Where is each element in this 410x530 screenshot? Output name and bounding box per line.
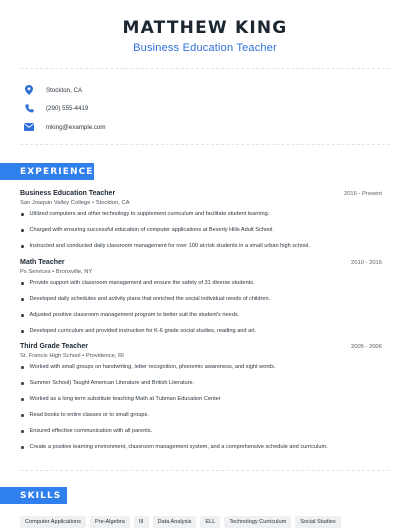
job-bullet: Charged with ensuring successful education of computer applications at Beverly Hills Adult School. <box>20 227 382 234</box>
job-title: Third Grade Teacher <box>20 343 88 350</box>
contact-location <box>22 81 322 99</box>
contact-divider <box>20 144 390 145</box>
job-org-line: San Joaquin Valley College • Stockton, CA <box>20 200 130 206</box>
job-bullets <box>20 280 382 335</box>
job-location: Bronxville, NY <box>55 269 93 275</box>
contact-email-text: mking@example.com <box>46 123 106 131</box>
candidate-title: Business Education Teacher <box>133 42 277 54</box>
skill-chip: III <box>134 516 149 528</box>
job-location: Providence, RI <box>85 353 124 359</box>
job-bullet: Provide support with classroom management and ensure the safety of 31 diverse students. <box>20 280 382 287</box>
header-divider <box>20 68 390 69</box>
skill-chip: Social Studies <box>295 516 340 528</box>
job-org: San Joaquin Valley College <box>20 200 91 206</box>
job-bullet: Developed curriculum and provided instruction for K-6 grade social studies, reading and art. <box>20 328 382 335</box>
job-bullet: Instructed and conducted daily classroom management for over 100 at-risk students in a small urban high school. <box>20 243 382 250</box>
job-entry <box>20 259 382 335</box>
job-bullets <box>20 364 382 451</box>
skill-chip: Data Analysis <box>153 516 197 528</box>
job-location: Stockton, CA <box>95 200 130 206</box>
job-org: St. Francis High School <box>20 353 81 359</box>
skills-list <box>20 516 341 528</box>
skill-chip: Computer Applications <box>20 516 86 528</box>
job-title: Business Education Teacher <box>20 190 116 197</box>
job-org-line: St. Francis High School • Providence, RI <box>20 353 124 359</box>
resume-header <box>0 18 410 54</box>
job-org-line: Ps Services • Bronxville, NY <box>20 269 93 275</box>
job-dates: 2010 - 2016 <box>351 260 382 266</box>
experience-heading: EXPERIENCE <box>0 163 94 180</box>
job-bullet: Utilized computers and other technology to supplement curriculum and facilitate student learning. <box>20 211 382 218</box>
contact-email <box>22 118 322 136</box>
skill-chip: Pre-Algebra <box>90 516 130 528</box>
skill-chip: Technology Curriculum <box>224 516 291 528</box>
experience-divider <box>20 470 390 471</box>
contact-list <box>22 81 322 137</box>
contact-location-text: Stockton, CA <box>46 86 83 94</box>
job-entry <box>20 343 382 451</box>
job-dates: 2016 - Present <box>343 191 382 197</box>
job-dates: 2005 - 2006 <box>351 344 382 350</box>
contact-phone-text: (290) 555-4419 <box>46 105 89 112</box>
job-entry <box>20 190 382 250</box>
job-org: Ps Services <box>20 269 51 275</box>
job-bullet: Create a positive learning environment, classroom management system, and a comprehensive schedule and curriculum. <box>20 444 382 451</box>
job-bullet: Worked as a long term substitute teaching Math at Tubman Education Center <box>20 396 382 403</box>
skill-chip: ELL <box>200 516 220 528</box>
job-bullets <box>20 211 382 250</box>
location-pin-icon <box>22 83 36 97</box>
envelope-icon <box>22 120 36 134</box>
job-bullet: Adjusted positive classroom management program to better suit the student's needs. <box>20 312 382 319</box>
candidate-name: MATTHEW KING <box>122 18 288 38</box>
job-title: Math Teacher <box>20 259 65 266</box>
contact-phone <box>22 100 322 118</box>
job-bullet: Developed daily schedules and activity plans that enriched the social individual needs of children. <box>20 296 382 303</box>
job-bullet: Ensured effective communication with all parents. <box>20 428 382 435</box>
job-bullet: Read books to entire classes or to small groups. <box>20 412 382 419</box>
job-bullet: Summer School) Taught American Literature and British Literature. <box>20 380 382 387</box>
job-bullet: Worked with small groups on handwriting, letter recognition, phonemic awareness, and sight words. <box>20 364 382 371</box>
skills-heading: SKILLS <box>0 487 67 504</box>
phone-icon <box>22 102 36 116</box>
